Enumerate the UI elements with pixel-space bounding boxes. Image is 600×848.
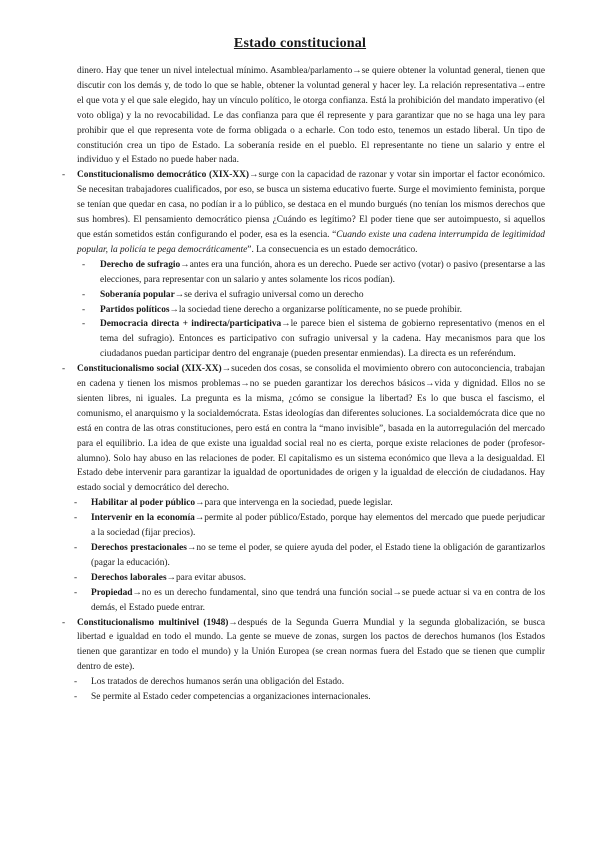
item-label: Propiedad [91, 587, 133, 598]
bullet-dash: - [74, 572, 78, 583]
list-item: - Intervenir en la economía→permite al poder público/Estado, porque hay elementos del mercado que puede perjudicar a la sociedad (fijar precios). [74, 513, 545, 539]
item-label: Habilitar al poder público [91, 498, 196, 509]
bullet-dash: - [82, 319, 86, 330]
bullet-dash: - [74, 543, 78, 553]
section-heading: Constitucionalismo multinivel (1948) [77, 617, 229, 628]
bullet-dash: - [62, 617, 66, 628]
quote: Cuando existe una cadena interrumpida de legitimidad popular, la policía te pega democráticamente [77, 229, 545, 255]
item-label: Derechos laborales [91, 572, 167, 583]
list-item: - Soberanía popular→se deriva el sufragio universal como un derecho [60, 288, 545, 303]
list-item: - Democracia directa + indirecta/participativa→le parece bien el sistema de gobierno representativo (menos en el tema del sufragio). Entonces es participativo con sufragio universal y la cadena. Hay mecanismos para que los ciudadanos puedan participar dentro del engranaje (pueden presentar enmiendas). La directa es un referéndum. [82, 319, 545, 360]
section-social [60, 362, 545, 496]
item-label: Partidos políticos [100, 304, 170, 315]
bullet-dash: - [74, 498, 78, 509]
page-title: Estado constitucional [233, 36, 367, 51]
list-item: - Partidos políticos→la sociedad tiene derecho a organizarse políticamente, no se puede prohibir. [60, 303, 545, 318]
bullet-dash: - [82, 304, 86, 315]
list-item: - Se permite al Estado ceder competencias a organizaciones internacionales. [60, 690, 545, 705]
section-democratico [60, 168, 545, 257]
bullet-dash: - [62, 364, 66, 375]
bullet-dash: - [74, 692, 78, 703]
section-multinivel [60, 616, 545, 676]
section-paragraph: Constitucionalismo democrático (XIX-XX)→surge con la capacidad de razonar y votar sin importar el factor económico. Se necesitan trabajadores cualificados, por eso, se busca un sistema educativo fuerte. Surge el movimiento feminista, porque se tenían que quedar en casa, no podían ir a lo público, se destaca en el mundo burgués (no tenían los mismos derechos que sus hombres). El pensamiento democrático piensa ¿Cuándo es legítimo? El poder tiene que ser autoimpuesto, si aquellos que están sometidos están configurando el poder, esa es la esencia. “Cuando existe una cadena interrumpida de legitimidad popular, la policía te pega democráticamente”. La consecuencia es un estado democrático. [77, 170, 545, 255]
list-item: - Derechos laborales→para evitar abusos. [60, 571, 545, 586]
item-label: Derecho de sufragio [100, 259, 181, 270]
list-item: - Habilitar al poder público→para que intervenga en la sociedad, puede legislar. [60, 496, 545, 511]
item-label: Soberanía popular [100, 289, 175, 300]
bullet-dash: - [62, 170, 66, 181]
intro-paragraph: dinero. Hay que tener un nivel intelectual mínimo. Asamblea/parlamento→se quiere obtener la voluntad general, tienen que discutir con los demás y, de todo lo que se hable, obtener la voluntad general y hacer ley. La relación representativa→entre el que vota y el que sale elegido, hay un vínculo político, le otorga confianza. Está la prohibición del mandato imperativo (el voto obliga) y la no revocabilidad. Le das confianza para que él represente y para garantizar que no se haga una ley para prohibir que el que representa vote de forma obligada o a echarle. Con todo esto, tenemos un estado liberal. Un tipo de constitución crea un tipo de Estado. La soberanía reside en el pueblo. El representante no tiene un salario y entre el individuo y el Estado no puede haber nada. [77, 66, 545, 166]
list-item: - Derecho de sufragio→antes era una función, ahora es un derecho. Puede ser activo (votar) o pasivo (presentarse a las elecciones, para representar con un salario y antes solamente los ricos podían). [82, 259, 545, 285]
bullet-dash: - [82, 289, 86, 300]
item-label: Derechos prestacionales [91, 543, 187, 553]
list-item: - Derechos prestacionales→no se teme el poder, se quiere ayuda del poder, el Estado tiene la obligación de garantizarlos (pagar la educación). [74, 543, 546, 568]
item-label: Democracia directa + indirecta/participativa [100, 319, 282, 330]
section-heading: Constitucionalismo democrático (XIX-XX) [77, 170, 250, 181]
bullet-dash: - [82, 259, 86, 270]
section-heading: Constitucionalismo social (XIX-XX) [77, 364, 222, 375]
bullet-dash: - [74, 587, 78, 598]
bullet-dash: - [74, 513, 78, 524]
list-item: - Los tratados de derechos humanos serán una obligación del Estado. [60, 675, 545, 690]
document-body [60, 64, 545, 705]
section-paragraph: Constitucionalismo multinivel (1948)→después de la Segunda Guerra Mundial y la segunda globalización, se busca libertad e igualdad en todo el mundo. La gente se mueve de zonas, surgen los pactos de derechos humanos (los Estados tienen que garantizar en todo el mundo) y la Unión Europea (se crean normas fuera del Estado que se tienen que cumplir dentro de este). [77, 617, 545, 673]
item-label: Intervenir en la economía [91, 513, 195, 524]
section-paragraph: Constitucionalismo social (XIX-XX)→suceden dos cosas, se consolida el movimiento obrero con autoconciencia, trabajan en cadena y tienen los mismos problemas→no se pueden garantizar los derechos básicos→vida y dignidad. Ellos no se sienten libres, ni iguales. La pregunta es la misma, ¿cómo se consigue la libertad? Es lo que busca el fascismo, el comunismo, el anarquismo y la socialdemócrata. Estas ideologías dan diferentes soluciones. La socialdemócrata dice que no está en contra de las otras constituciones, pero está en contra la “mano invisible”, basada en la autorregulación del mercado para el equilibrio. La idea de que existe una igualdad social real no es cierta, porque existe relaciones de poder (profesor-alumno). Solo hay abuso en las relaciones de poder. El capitalismo es un sistema económico que lleva a la desigualdad. El Estado debe intervenir para garantizar la igualdad de oportunidades de origen y la igualdad de elección de ciudadanos. Hay estado social y democrático del derecho. [77, 364, 545, 494]
bullet-dash: - [74, 677, 78, 688]
list-item: - Propiedad→no es un derecho fundamental, sino que tendrá una función social→se puede actuar si va en contra de los demás, el Estado puede entrar. [74, 587, 545, 613]
